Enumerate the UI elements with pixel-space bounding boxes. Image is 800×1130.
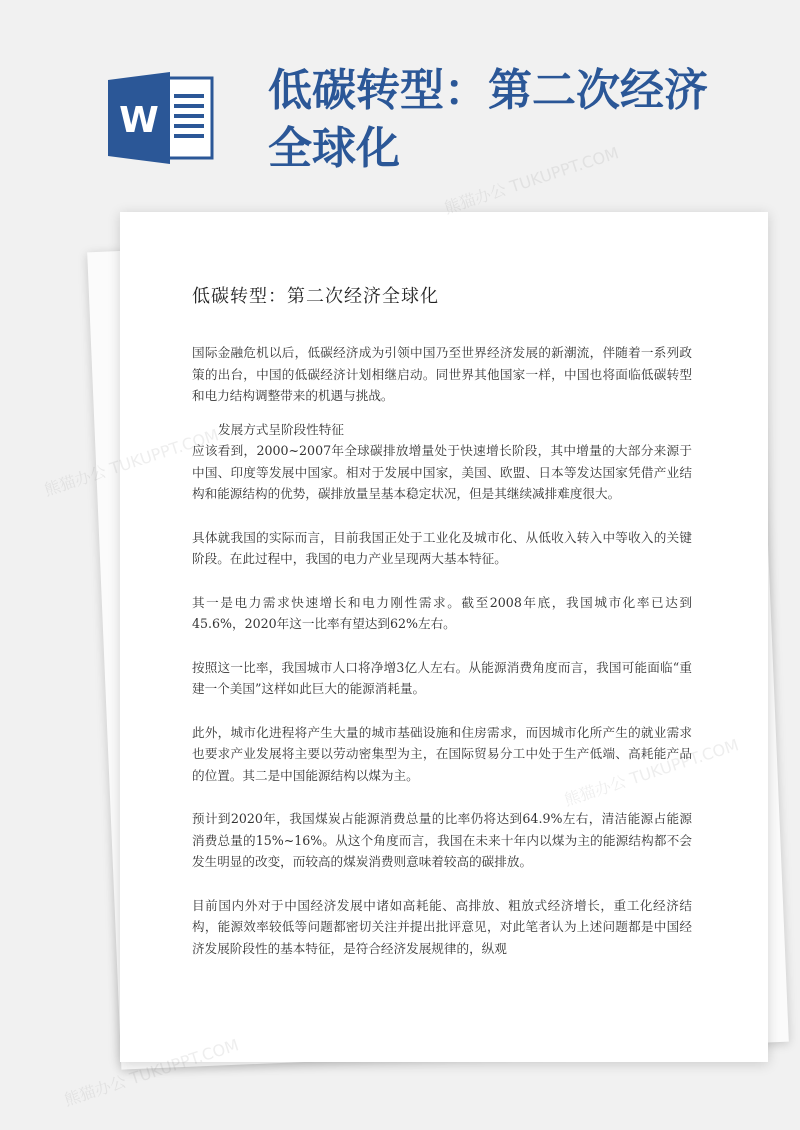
- watermark: 熊猫办公 TUKUPPT.COM: [441, 143, 621, 218]
- watermark: 熊猫办公 TUKUPPT.COM: [61, 1035, 241, 1110]
- paragraph-critique: 目前国内外对于中国经济发展中诸如高耗能、高排放、粗放式经济增长，重工化经济结构，能源效率较低等问题都密切关注并提出批评意见，对此笔者认为上述问题都是中国经济发展阶段性的基本特征，是符合经济发展规律的，纵观: [192, 897, 692, 956]
- document-title: 低碳转型：第二次经济全球化: [192, 286, 439, 307]
- word-logo-letter: W: [119, 100, 159, 141]
- section-heading: 发展方式呈阶段性特征: [218, 421, 344, 437]
- page-header: [0, 0, 800, 200]
- word-document-icon: [108, 72, 218, 164]
- banner-title-line1: 低碳转型：第二次经济: [268, 65, 708, 116]
- paragraph-demand: 其一是电力需求快速增长和电力刚性需求。截至2008年底，我国城市化率已达到45.6%，2020年这一比率有望达到62%左右。: [192, 594, 692, 631]
- banner-title: [268, 62, 758, 178]
- banner-title-line2: 全球化: [268, 123, 400, 174]
- paragraph-urbanization: 此外，城市化进程将产生大量的城市基础设施和住房需求，而因城市化所产生的就业需求也要求产业发展将主要以劳动密集型为主，在国际贸易分工中处于生产低端、高耗能产品的位置。其二是中国能源结构以煤为主。: [192, 724, 692, 783]
- paragraph-population: 按照这一比率，我国城市人口将净增3亿人左右。从能源消费角度而言，我国可能面临“重建一个美国”这样如此巨大的能源消耗量。: [192, 659, 692, 696]
- paragraph-intro: 国际金融危机以后，低碳经济成为引领中国乃至世界经济发展的新潮流，伴随着一系列政策的出台，中国的低碳经济计划相继启动。同世界其他国家一样，中国也将面临低碳转型和电力结构调整带来的机遇与挑战。: [192, 345, 692, 403]
- paragraph-emissions: 应该看到，2000~2007年全球碳排放增量处于快速增长阶段，其中增量的大部分来源于中国、印度等发展中国家。相对于发展中国家，美国、欧盟、日本等发达国家凭借产业结构和能源结构的优势，碳排放量呈基本稳定状况，但是其继续减排难度很大。: [192, 443, 692, 501]
- watermark: 熊猫办公: [41, 461, 109, 500]
- paragraph-coal: 预计到2020年，我国煤炭占能源消费总量的比率仍将达到64.9%左右，清洁能源占能源消费总量的15%~16%。从这个角度而言，我国在未来十年内以煤为主的能源结构都不会发生明显的改变，而较高的煤炭消费则意味着较高的碳排放。: [192, 811, 692, 869]
- paragraph-stage: 具体就我国的实际而言，目前我国正处于工业化及城市化、从低收入转入中等收入的关键阶段。在此过程中，我国的电力产业呈现两大基本特征。: [192, 529, 692, 566]
- document-body: [192, 342, 692, 959]
- document-page: [120, 212, 768, 1062]
